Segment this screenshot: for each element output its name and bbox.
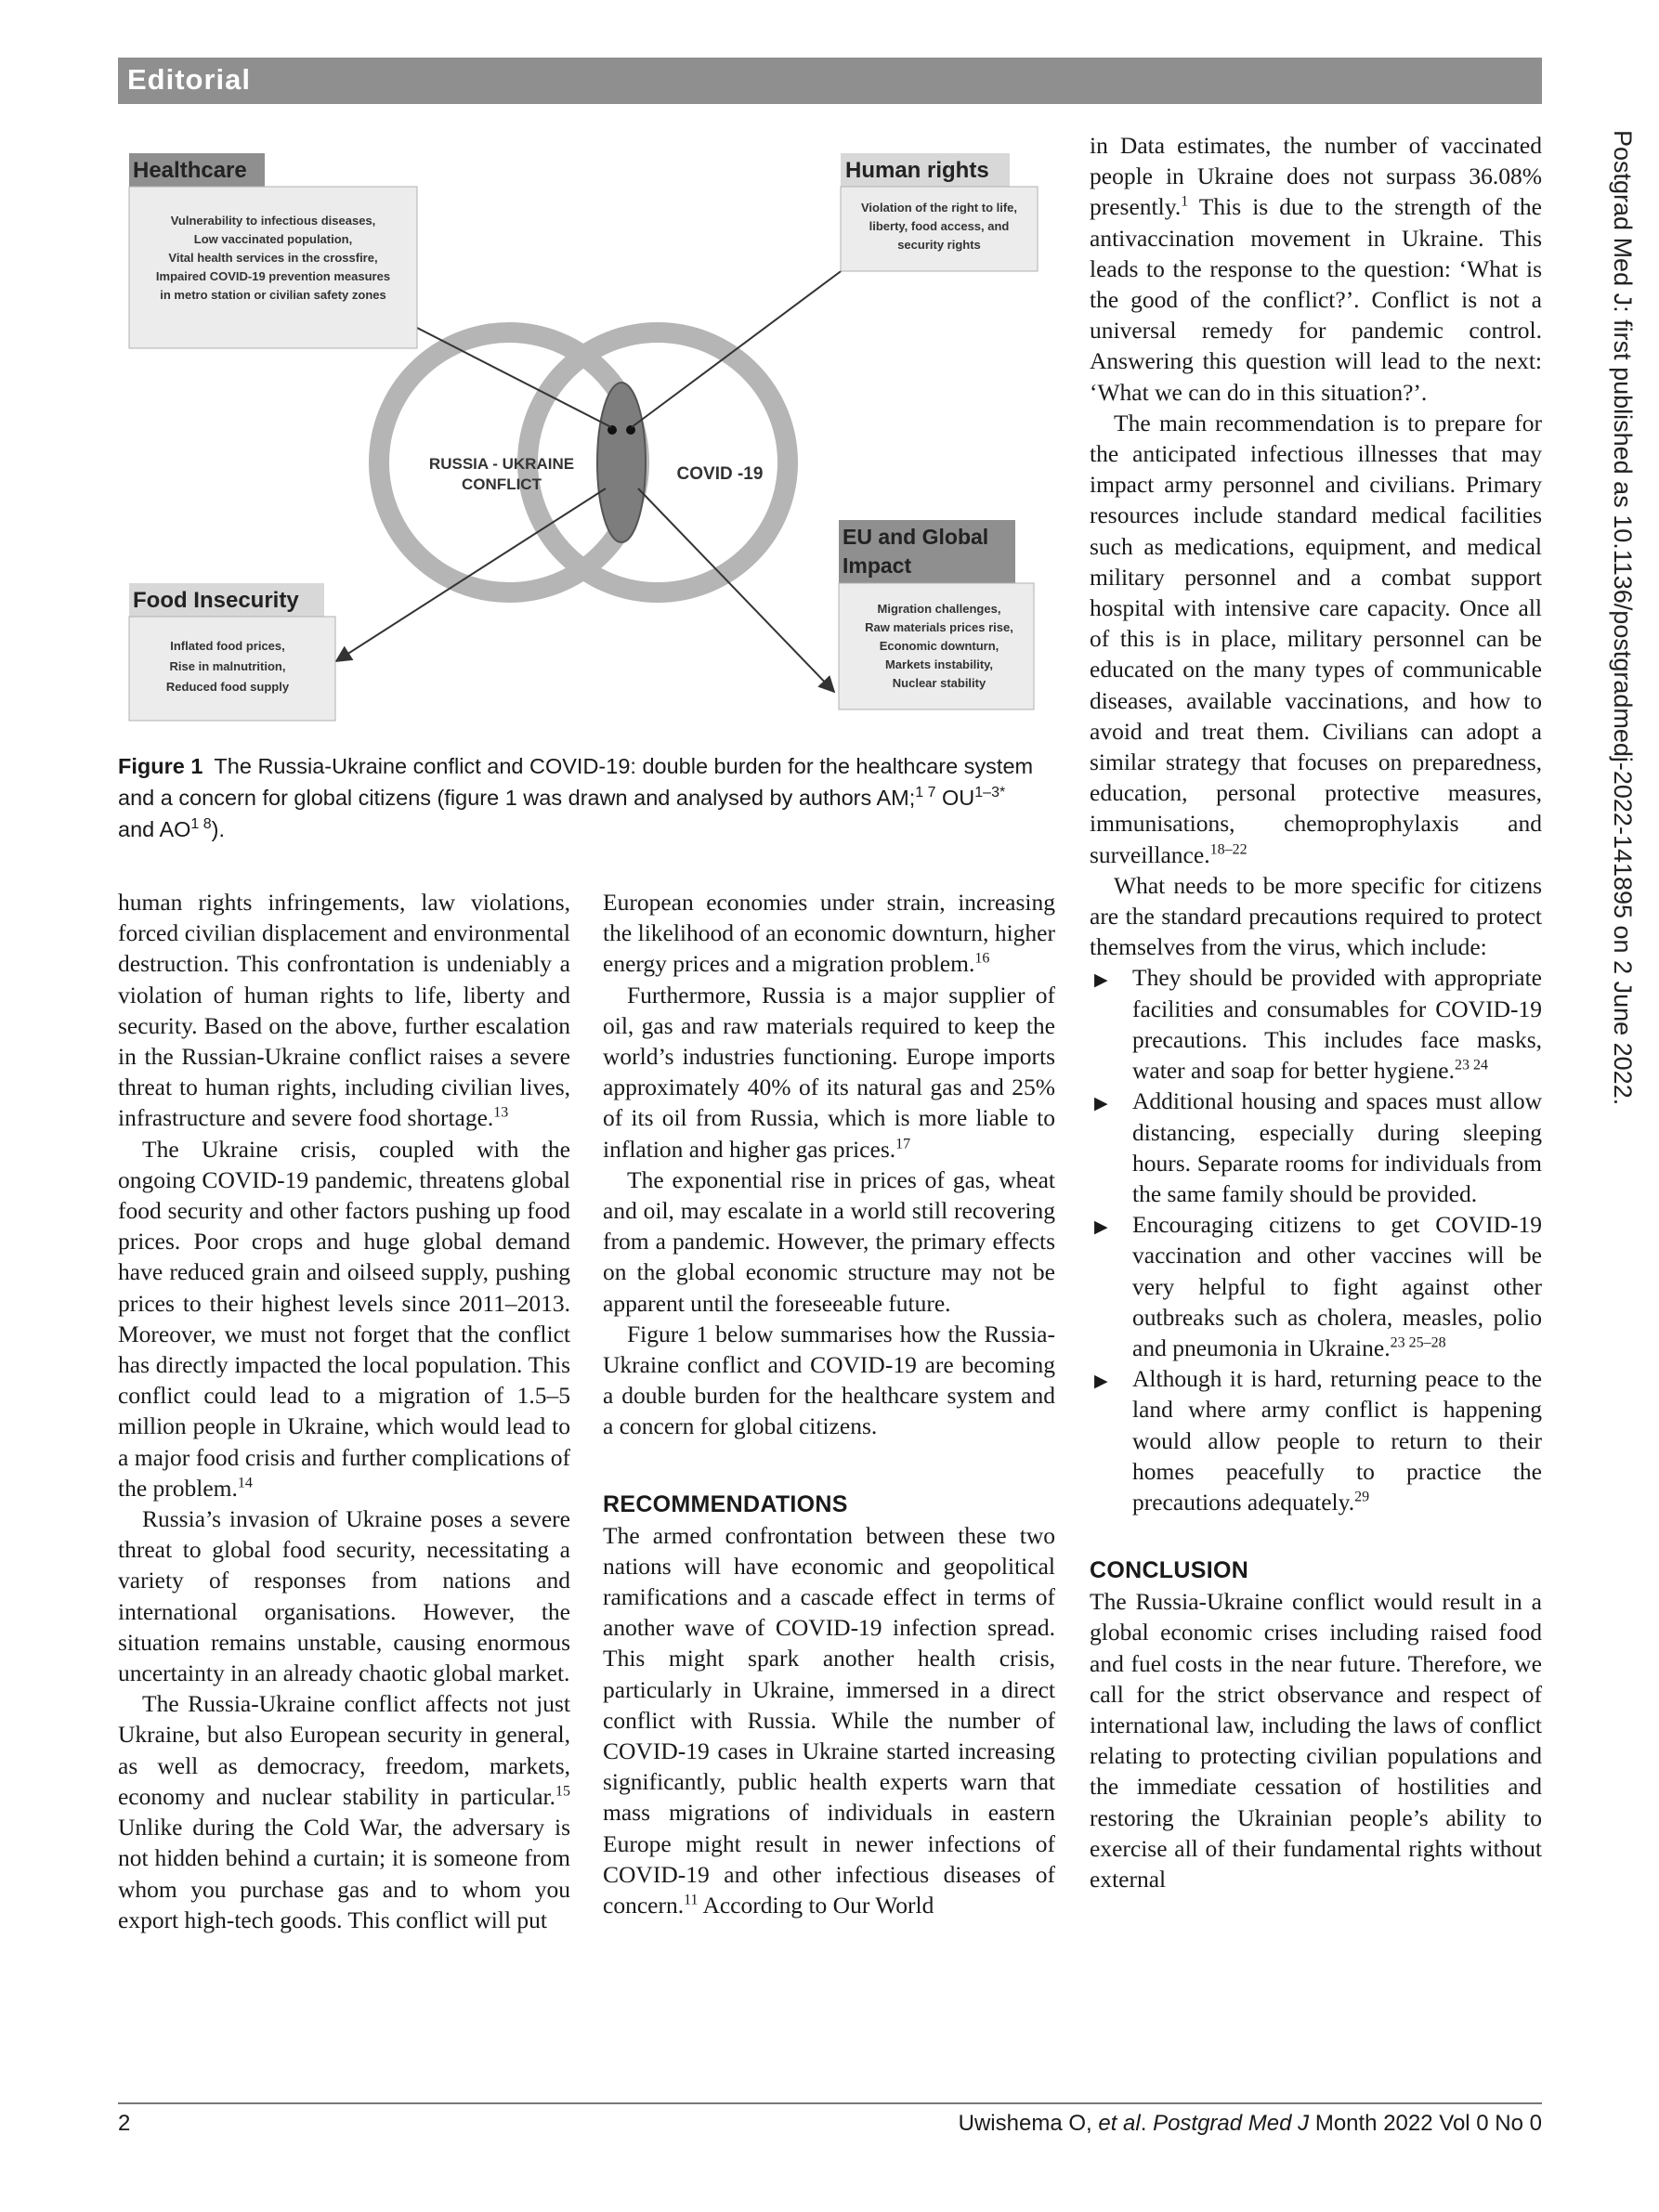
paragraph-text: Unlike during the Cold War, the adversary is not hidden behind a curtain; it is someone from whom you purchase gas and to whom you export high-tech goods. This conflict will put xyxy=(118,1814,570,1933)
paragraph xyxy=(118,1503,570,1688)
column-2 xyxy=(603,887,1055,1920)
citation-authors: Uwishema O, xyxy=(958,2111,1099,2136)
list-item-text: Additional housing and spaces must allow distancing, especially during sleeping hours. Separate rooms for individuals from the same family should be provided. xyxy=(1132,1087,1542,1207)
paragraph-text: Figure 1 below summarises how the Russia-Ukraine conflict and COVID-19 are becoming a double burden for the healthcare system and a concern for global citizens. xyxy=(603,1320,1055,1440)
spacer xyxy=(603,1442,1055,1489)
reference: 18–22 xyxy=(1209,841,1248,858)
paragraph-text: in Data estimates, the number of vaccinated people in Ukraine does not surpass 36.08% presently. xyxy=(1090,132,1542,221)
eu-title-line-2: Impact xyxy=(843,553,912,578)
paragraph-text: What needs to be more specific for citizens are the standard precautions required to protect themselves from the virus, which include: xyxy=(1090,871,1542,961)
bullet-triangle-icon: ▶ xyxy=(1094,1217,1108,1238)
healthcare-line-5: in metro station or civilian safety zones xyxy=(160,288,386,302)
paragraph-text: The main recommendation is to prepare for the anticipated infectious illnesses that may impact army personnel and civilians. Primary resources include standard medical facilities such as medications, equipment, and medical military personnel and a combat support hospital with intensive care capacity. Once all of this is in place, military personnel can be educated on the many types of communicable diseases, available vaccinations, and how to avoid and treat them. Civilians can adopt a similar strategy that focuses on preparedness, education, personal protective measures, immunisations, chemoprophylaxis and surveillance. xyxy=(1090,409,1542,868)
paragraph xyxy=(118,887,570,1134)
doi-side-note: Postgrad Med J: first published as 10.1136/postgradmedj-2022-141895 on 2 June 2022. xyxy=(1609,130,1637,1106)
human-rights-title: Human rights xyxy=(845,158,989,183)
reference: 23 24 xyxy=(1454,1057,1488,1073)
intersection-dot-right xyxy=(626,425,635,435)
paragraph-text: This is due to the strength of the antivaccination movement in Ukraine. This leads to the response to the question: ‘What is the good of the conflict?’. Conflict is not a universal remedy for pandemic control. Answering this question will lead to the next: ‘What we can do in this situation?’. xyxy=(1090,193,1542,406)
paragraph-text: The exponential rise in prices of gas, wheat and oil, may escalate in a world still recovering from a pandemic. However, the primary effects on the global economic structure may not be apparent until the foreseeable future. xyxy=(603,1165,1055,1317)
spacer xyxy=(1090,1517,1542,1555)
paragraph xyxy=(603,1165,1055,1319)
caption-ref-1: 1 7 xyxy=(915,785,936,801)
heading-conclusion: CONCLUSION xyxy=(1090,1557,1249,1584)
page-number: 2 xyxy=(118,2111,131,2136)
caption-ref-3: 1 8 xyxy=(190,816,212,833)
paragraph xyxy=(1090,408,1542,870)
list-item-text: Encouraging citizens to get COVID-19 vaccination and other vaccines will be very helpful to fight against other outbreaks such as cholera, measles, polio and pneumonia in Ukraine. xyxy=(1132,1211,1542,1361)
paragraph-text: The Ukraine crisis, coupled with the ongoing COVID-19 pandemic, threatens global food security and other factors pushing up food prices. Poor crops and huge global demand have reduced grain and oilseed supply, pushing prices to their highest levels since 2011–2013. Moreover, we must not forget that the conflict has directly impacted the local population. This conflict could lead to a migration of 1.5–5 million people in Ukraine, which would lead to a major food crisis and further complications of the problem. xyxy=(118,1135,570,1502)
healthcare-title: Healthcare xyxy=(133,158,247,183)
eu-title-line-1: EU and Global xyxy=(843,525,989,549)
food-line-2: Rise in malnutrition, xyxy=(169,659,286,673)
eu-line-3: Economic downturn, xyxy=(879,639,999,653)
citation-sep: . xyxy=(1140,2111,1154,2136)
healthcare-line-4: Impaired COVID-19 prevention measures xyxy=(155,269,391,283)
reference: 23 25–28 xyxy=(1390,1334,1446,1351)
caption-text-2: OU xyxy=(935,786,975,810)
paragraph xyxy=(603,1520,1055,1921)
food-line-3: Reduced food supply xyxy=(165,680,290,694)
list-item xyxy=(1090,1086,1542,1209)
paragraph-text: Furthermore, Russia is a major supplier of oil, gas and raw materials required to keep the world’s industries functioning. Europe imports approximately 40% of its natural gas and 25% of its oil from Russia, which is more liable to inflation and higher gas prices. xyxy=(603,981,1055,1163)
caption-text-4: ). xyxy=(211,817,226,841)
paragraph xyxy=(603,1319,1055,1442)
eu-line-1: Migration challenges, xyxy=(877,602,1001,616)
bullet-triangle-icon: ▶ xyxy=(1094,1372,1108,1392)
column-3 xyxy=(1090,130,1542,1894)
paragraph-text: human rights infringements, law violations, forced civilian displacement and environmental destruction. This confrontation is undeniably a violation of human rights to life, liberty and security. Based on the above, further escalation in the Russian-Ukraine conflict raises a severe threat to human rights, including civilian lives, infrastructure and severe food shortage. xyxy=(118,889,570,1132)
paragraph xyxy=(603,887,1055,980)
food-title: Food Insecurity xyxy=(133,588,299,613)
paragraph xyxy=(118,1134,570,1503)
caption-text-3: and AO xyxy=(118,817,191,841)
human-rights-line-1: Violation of the right to life, xyxy=(860,201,1018,215)
reference: 14 xyxy=(237,1475,253,1491)
reference: 11 xyxy=(684,1892,699,1908)
caption-ref-2: 1–3* xyxy=(974,785,1006,801)
caption-text-1: The Russia-Ukraine conflict and COVID-19: double burden for the healthcare system and a concern for global citizens (figure 1 was drawn and analysed by authors AM; xyxy=(118,754,1034,810)
healthcare-line-2: Low vaccinated population, xyxy=(193,232,353,246)
paragraph-text: The Russia-Ukraine conflict would result in a global economic crises including raised food and fuel costs in the near future. Therefore, we call for the strict observance and respect of international law, including the laws of conflict relating to protecting civilian populations and the immediate cessation of hostilities and restoring the Ukrainian people’s ability to exercise all of their fundamental rights without external xyxy=(1090,1588,1542,1893)
label-covid: COVID -19 xyxy=(676,464,764,484)
citation-volume: Month 2022 Vol 0 No 0 xyxy=(1309,2111,1542,2136)
healthcare-body-bg xyxy=(129,187,417,348)
citation-journal: Postgrad Med J xyxy=(1153,2111,1310,2136)
paragraph xyxy=(1090,870,1542,963)
reference: 1 xyxy=(1181,193,1189,210)
figure-1-diagram xyxy=(118,130,1047,724)
heading-recommendations: RECOMMENDATIONS xyxy=(603,1490,848,1517)
caption-label: Figure 1 xyxy=(118,754,203,778)
paragraph-text: Russia’s invasion of Ukraine poses a severe threat to global food security, necessitating a variety of responses from nations and international organisations. However, the situation remains unstable, causing enormous uncertainty in an already chaotic global market. xyxy=(118,1505,570,1687)
reference: 17 xyxy=(895,1136,911,1152)
human-rights-line-2: liberty, food access, and xyxy=(869,219,1010,233)
bullet-triangle-icon: ▶ xyxy=(1094,1094,1108,1114)
paragraph-text: According to Our World xyxy=(698,1892,934,1919)
healthcare-line-3: Vital health services in the crossfire, xyxy=(168,251,378,265)
citation-etal: et al xyxy=(1098,2111,1141,2136)
label-conflict-line2: CONFLICT xyxy=(462,475,542,493)
figure-caption xyxy=(118,750,1047,845)
healthcare-line-1: Vulnerability to infectious diseases, xyxy=(170,214,376,228)
paragraph xyxy=(603,980,1055,1165)
footer-rule xyxy=(118,2102,1542,2104)
list-item xyxy=(1090,1209,1542,1363)
list-item xyxy=(1090,1363,1542,1517)
footer-citation xyxy=(959,2111,1542,2137)
eu-line-2: Raw materials prices rise, xyxy=(865,620,1013,634)
paragraph xyxy=(118,1688,570,1935)
food-line-1: Inflated food prices, xyxy=(170,639,285,653)
section-label: Editorial xyxy=(127,63,252,96)
paragraph-text: The armed confrontation between these two nations will have economic and geopolitical ramifications and a cascade effect in terms of another wave of COVID-19 infection spread. This might spark another health crisis, particularly in Ukraine, immersed in a direct conflict with Russia. While the number of COVID-19 cases in Ukraine started increasing significantly, public health experts warn that mass migrations of individuals in eastern Europe might result in newer infections of COVID-19 and other infectious diseases of concern. xyxy=(603,1521,1055,1919)
section-header-bar xyxy=(118,58,1542,104)
reference: 13 xyxy=(493,1104,509,1121)
column-1 xyxy=(118,887,570,1935)
bullet-triangle-icon: ▶ xyxy=(1094,970,1108,991)
precautions-list xyxy=(1090,962,1542,1517)
reference: 29 xyxy=(1354,1489,1370,1505)
paragraph xyxy=(1090,130,1542,408)
connector-human-rights xyxy=(632,269,843,427)
list-item-text: They should be provided with appropriate facilities and consumables for COVID-19 precautions. This includes face masks, water and soap for better hygiene. xyxy=(1132,964,1542,1085)
eu-line-5: Nuclear stability xyxy=(892,676,986,690)
human-rights-line-3: security rights xyxy=(897,238,981,252)
intersection-lens xyxy=(597,383,646,542)
list-item-text: Although it is hard, returning peace to the land where army conflict is happening would allow people to return to their homes peacefully to practice the precautions adequately. xyxy=(1132,1365,1542,1516)
paragraph xyxy=(1090,1586,1542,1894)
paragraph-text: The Russia-Ukraine conflict affects not just Ukraine, but also European security in general, as well as democracy, freedom, markets, economy and nuclear stability in particular. xyxy=(118,1690,570,1810)
label-conflict-line1: RUSSIA - UKRAINE xyxy=(428,455,575,473)
paragraph-text: European economies under strain, increasing the likelihood of an economic downturn, higher energy prices and a migration problem. xyxy=(603,889,1055,978)
reference: 16 xyxy=(974,950,990,967)
list-item xyxy=(1090,962,1542,1086)
reference: 15 xyxy=(555,1783,570,1800)
eu-line-4: Markets instability, xyxy=(884,657,994,671)
